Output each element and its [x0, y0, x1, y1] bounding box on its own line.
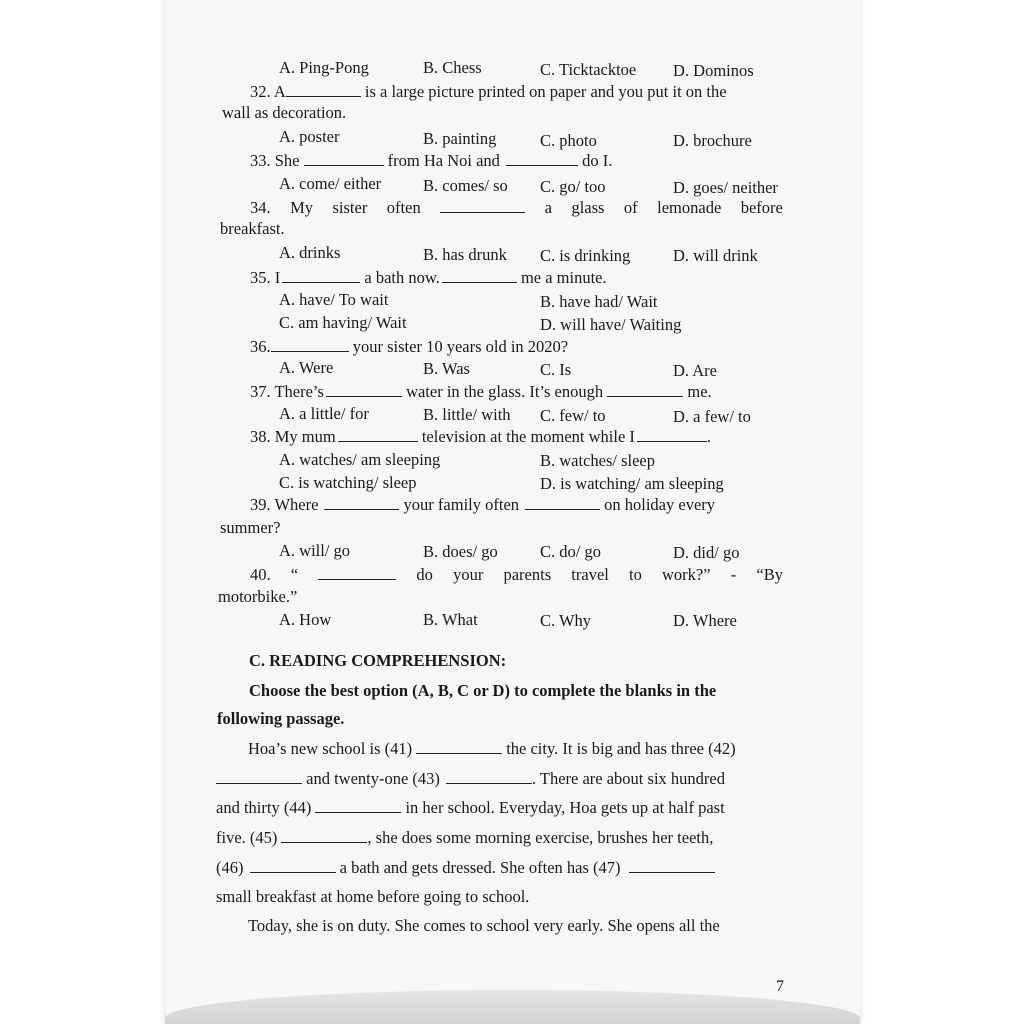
q37-option-b: B. little/ with [423, 405, 511, 424]
q38-option-a: A. watches/ am sleeping [279, 450, 441, 469]
passage-line: and thirty (44) in her school. Everyday, Hoa gets up at half past [216, 798, 725, 817]
q38-option-c: C. is watching/ sleep [279, 473, 417, 492]
q35-stem: 35. I a bath now. me a minute. [250, 268, 607, 287]
q39-option-c: C. do/ go [540, 542, 601, 561]
q32-option-c: C. photo [540, 131, 597, 150]
q35-option-d: D. will have/ Waiting [540, 315, 682, 334]
q36-stem: 36. your sister 10 years old in 2020? [250, 337, 569, 356]
passage-line: Hoa’s new school is (41) the city. It is big and has three (42) [248, 739, 736, 758]
q34-option-b: B. has drunk [423, 245, 507, 264]
q31-option-d: D. Dominos [673, 61, 754, 80]
q34-option-c: C. is drinking [540, 246, 631, 265]
q37-option-a: A. a little/ for [279, 404, 369, 423]
q35-option-c: C. am having/ Wait [279, 313, 407, 332]
passage-line: and twenty-one (43) . There are about six hundred [216, 769, 725, 789]
q39-option-d: D. did/ go [673, 543, 740, 562]
section-title: C. READING COMPREHENSION: [249, 651, 507, 670]
q31-option-a: A. Ping-Pong [279, 58, 369, 77]
q39-option-a: A. will/ go [279, 541, 351, 560]
q37-option-d: D. a few/ to [673, 407, 751, 426]
q33-option-d: D. goes/ neither [673, 178, 778, 197]
q40-option-a: A. How [279, 610, 332, 629]
q37-stem: 37. There’s water in the glass. It’s enough me. [250, 382, 712, 401]
q40-option-b: B. What [423, 610, 478, 629]
q33-option-b: B. comes/ so [423, 176, 508, 195]
q32-option-d: D. brochure [673, 131, 752, 150]
q36-option-b: B. Was [423, 359, 470, 378]
q38-option-d: D. is watching/ am sleeping [540, 474, 724, 493]
q32-option-a: A. poster [279, 127, 340, 146]
q34-stem: 34. My sister often a glass of lemonade before [250, 198, 783, 217]
q36-option-c: C. Is [540, 360, 572, 379]
q36-option-d: D. Are [673, 361, 717, 380]
section-instructions: Choose the best option (A, B, C or D) to complete the blanks in the [249, 681, 717, 700]
q33-option-a: A. come/ either [279, 174, 382, 193]
page-number: 7 [776, 978, 784, 995]
q39-stem: 39. Where your family often on holiday every [250, 495, 716, 514]
q37-option-c: C. few/ to [540, 406, 606, 425]
passage-line: (46) a bath and gets dressed. She often has (47) [216, 858, 715, 878]
q32-option-b: B. painting [423, 129, 497, 148]
q35-option-b: B. have had/ Wait [540, 292, 658, 311]
passage-line: Today, she is on duty. She comes to school very early. She opens all the [248, 916, 720, 935]
q32-stem: 32. A is a large picture printed on paper and you put it on the [250, 82, 727, 101]
q40-stem-cont: motorbike.” [218, 587, 298, 606]
passage-line: five. (45) , she does some morning exercise, brushes her teeth, [216, 828, 714, 847]
q31-option-c: C. Ticktacktoe [540, 60, 637, 79]
section-instructions-cont: following passage. [217, 709, 345, 728]
q39-stem-cont: summer? [220, 518, 281, 537]
q33-option-c: C. go/ too [540, 177, 606, 196]
q38-option-b: B. watches/ sleep [540, 451, 656, 470]
q38-stem: 38. My mum television at the moment while I . [250, 427, 712, 446]
q34-option-a: A. drinks [279, 243, 341, 262]
q40-stem: 40. “ do your parents travel to work?” - “By [250, 565, 783, 584]
q36-option-a: A. Were [279, 358, 334, 377]
q40-option-c: C. Why [540, 611, 592, 630]
q35-option-a: A. have/ To wait [279, 290, 389, 309]
q34-stem-cont: breakfast. [220, 219, 285, 238]
q31-option-b: B. Chess [423, 58, 482, 77]
q39-option-b: B. does/ go [423, 542, 498, 561]
q34-option-d: D. will drink [673, 246, 758, 265]
passage-line: small breakfast at home before going to school. [216, 887, 530, 906]
q33-stem: 33. She from Ha Noi and do I. [250, 151, 613, 170]
q40-option-d: D. Where [673, 611, 737, 630]
q32-stem-cont: wall as decoration. [222, 103, 347, 122]
